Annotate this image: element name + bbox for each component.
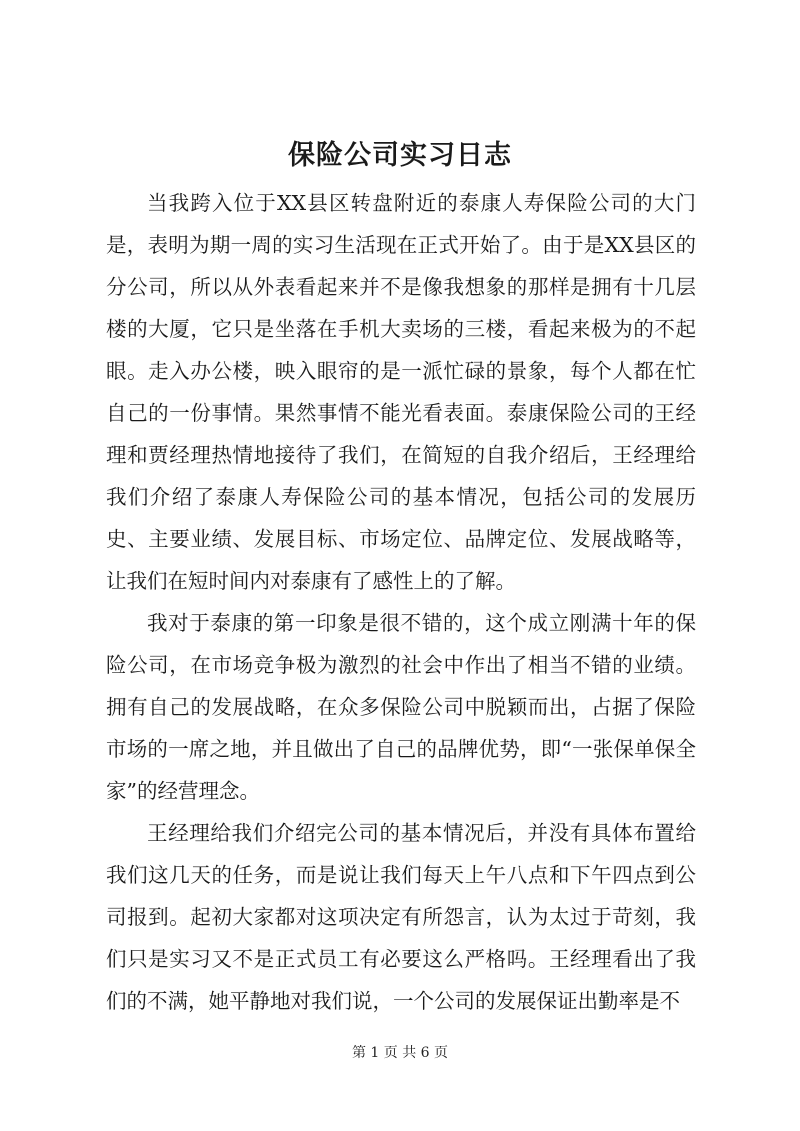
paragraph-1: 当我跨入位于XX县区转盘附近的泰康人寿保险公司的大门是，表明为期一周的实习生活现在正式开始了。由于是XX县区的分公司，所以从外表看起来并不是像我想象的那样是拥有十几层楼的大厦，它只是坐落在手机大卖场的三楼，看起来极为的不起眼。走入办公楼，映入眼帘的是一派忙碌的景象，每个人都在忙自己的一份事情。果然事情不能光看表面。泰康保险公司的王经理和贾经理热情地接待了我们，在简短的自我介绍后，王经理给我们介绍了泰康人寿保险公司的基本情况，包括公司的发展历史、主要业绩、发展目标、市场定位、品牌定位、发展战略等，让我们在短时间内对泰康有了感性上的了解。	[106, 191, 696, 593]
page-footer: 第 1 页 共 6 页	[351, 1045, 449, 1061]
document-title: 保险公司实习日志	[288, 140, 512, 171]
paragraph-2: 我对于泰康的第一印象是很不错的，这个成立刚满十年的保险公司，在市场竞争极为激烈的社会中作出了相当不错的业绩。拥有自己的发展战略，在众多保险公司中脱颖而出，占据了保险市场的一席之地，并且做出了自己的品牌优势，即“一张保单保全家”的经营理念。	[106, 611, 696, 803]
paragraph-3: 王经理给我们介绍完公司的基本情况后，并没有具体布置给我们这几天的任务，而是说让我们每天上午八点和下午四点到公司报到。起初大家都对这项决定有所怨言，认为太过于苛刻，我们只是实习又不是正式员工有必要这么严格吗。王经理看出了我们的不满，她平静地对我们说，一个公司的发展保证出勤率是不	[106, 821, 696, 1013]
document-body	[106, 182, 696, 1022]
